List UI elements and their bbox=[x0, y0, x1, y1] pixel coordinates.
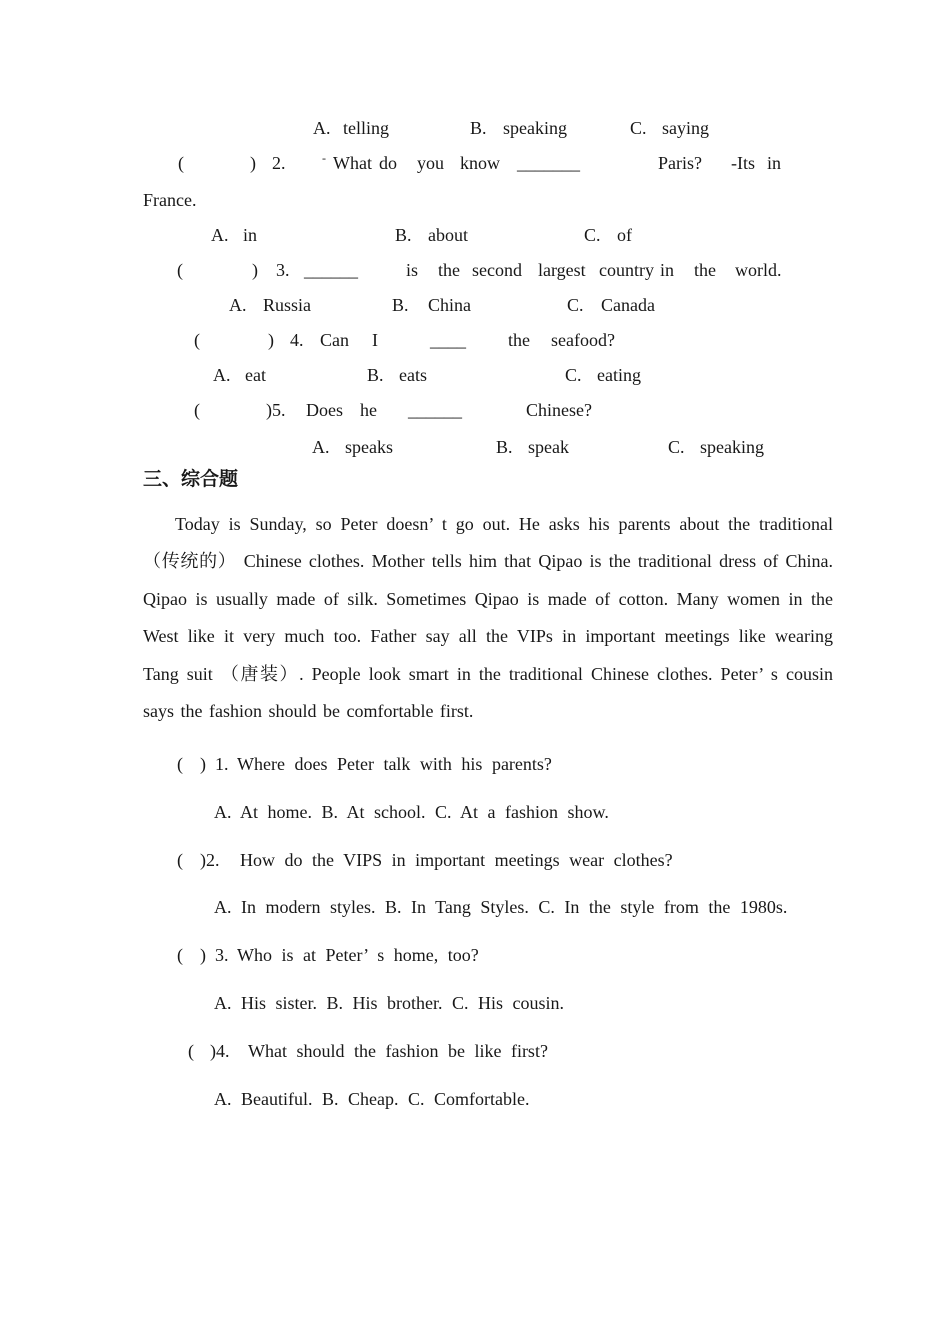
text-segment: )4. bbox=[210, 1041, 230, 1061]
text-segment: Does bbox=[306, 400, 343, 420]
reading-question-4 bbox=[0, 1040, 950, 1062]
passage-line: Qipao is usually made of silk. Sometimes Qipao is made of cotton. Many women in the bbox=[143, 588, 833, 609]
text-segment: I bbox=[372, 330, 378, 350]
reading-answer-4 bbox=[0, 1088, 950, 1110]
text-segment: A. At home. B. At school. C. At a fashion show. bbox=[214, 802, 609, 822]
text-segment: C. bbox=[668, 437, 685, 457]
text-segment: China bbox=[428, 295, 471, 315]
text-segment: ( bbox=[194, 400, 200, 420]
text-segment: second bbox=[472, 260, 522, 280]
text-segment: What bbox=[333, 153, 372, 173]
text-segment: Can bbox=[320, 330, 349, 350]
text-segment: A. Beautiful. B. Cheap. C. Comfortable. bbox=[214, 1089, 530, 1109]
passage-line: Tang suit （唐装）. People look smart in the traditional Chinese clothes. Peter’ s cousin bbox=[143, 663, 833, 684]
text-segment: is bbox=[406, 260, 419, 280]
text-segment: world. bbox=[735, 260, 782, 280]
fill-in-blank: _______ bbox=[517, 153, 580, 173]
text-segment: ( bbox=[177, 850, 183, 870]
text-segment: A. In modern styles. B. In Tang Styles. C. In the style from the 1980s. bbox=[214, 897, 788, 917]
question-3 bbox=[0, 259, 950, 281]
q4-options bbox=[0, 364, 950, 386]
text-segment: ) bbox=[250, 153, 256, 173]
text-segment: ) bbox=[252, 260, 258, 280]
reading-answer-1 bbox=[0, 801, 950, 823]
text-segment: in bbox=[243, 225, 258, 245]
text-segment: of bbox=[617, 225, 632, 245]
text-segment: Where does Peter talk with his parents? bbox=[237, 754, 552, 774]
q3-options bbox=[0, 294, 950, 316]
text-segment: eats bbox=[399, 365, 427, 385]
fill-in-blank: ______ bbox=[304, 260, 358, 280]
passage-line: says the fashion should be comfortable first. bbox=[143, 701, 474, 722]
text-segment: A. bbox=[229, 295, 247, 315]
text-segment: 2. bbox=[272, 153, 286, 173]
text-segment: How do the VIPS in important meetings wear clothes? bbox=[240, 850, 673, 870]
text-segment: -Its bbox=[731, 153, 755, 173]
reading-answer-2 bbox=[0, 896, 950, 918]
text-segment: country bbox=[599, 260, 654, 280]
reading-passage bbox=[143, 506, 833, 730]
text-segment: in bbox=[660, 260, 675, 280]
text-segment: largest bbox=[538, 260, 586, 280]
text-segment: - bbox=[322, 151, 326, 165]
text-segment: the bbox=[508, 330, 530, 350]
passage-line: Today is Sunday, so Peter doesn’ t go out. He asks his parents about the traditional bbox=[175, 514, 833, 534]
text-segment: he bbox=[360, 400, 377, 420]
text-segment: A. bbox=[313, 118, 331, 138]
text-segment: eat bbox=[245, 365, 266, 385]
reading-question-1 bbox=[0, 753, 950, 775]
fill-in-blank: ______ bbox=[408, 400, 462, 420]
question-2 bbox=[0, 152, 950, 174]
text-segment: telling bbox=[343, 118, 389, 138]
text-segment: you bbox=[417, 153, 444, 173]
text-segment: Canada bbox=[601, 295, 655, 315]
reading-question-3 bbox=[0, 944, 950, 966]
question-5 bbox=[0, 399, 950, 421]
text-segment: )2. bbox=[200, 850, 220, 870]
text-segment: C. bbox=[565, 365, 582, 385]
text-segment: ( bbox=[178, 153, 184, 173]
text-segment: A. bbox=[211, 225, 229, 245]
text-segment: the bbox=[438, 260, 460, 280]
text-segment: B. bbox=[392, 295, 409, 315]
text-segment: eating bbox=[597, 365, 641, 385]
text-segment: speaking bbox=[503, 118, 567, 138]
text-segment: C. bbox=[630, 118, 647, 138]
text-segment: know bbox=[460, 153, 500, 173]
text-segment: Paris? bbox=[658, 153, 702, 173]
text-segment: speak bbox=[528, 437, 569, 457]
text-segment: ( bbox=[177, 754, 183, 774]
text-segment: Who is at Peter’ s home, too? bbox=[237, 945, 479, 965]
text-segment: 三、综合题 bbox=[143, 469, 239, 490]
text-segment: B. bbox=[496, 437, 513, 457]
text-segment: about bbox=[428, 225, 468, 245]
text-segment: in bbox=[767, 153, 782, 173]
text-segment: What should the fashion be like first? bbox=[248, 1041, 548, 1061]
text-segment: C. bbox=[584, 225, 601, 245]
text-segment: 1. bbox=[215, 754, 229, 774]
text-segment: ( bbox=[188, 1041, 194, 1061]
text-segment: ( bbox=[177, 260, 183, 280]
text-segment: do bbox=[379, 153, 397, 173]
text-segment: ) bbox=[200, 754, 206, 774]
text-segment: Russia bbox=[263, 295, 312, 315]
text-segment: France. bbox=[143, 190, 197, 210]
text-segment: C. bbox=[567, 295, 584, 315]
text-segment: A. bbox=[312, 437, 330, 457]
text-segment: saying bbox=[662, 118, 709, 138]
text-segment: A. His sister. B. His brother. C. His cousin. bbox=[214, 993, 565, 1013]
text-segment: seafood? bbox=[551, 330, 615, 350]
text-segment: A. bbox=[213, 365, 231, 385]
text-segment: ) bbox=[200, 945, 206, 965]
question-2-continued bbox=[0, 189, 950, 211]
text-segment: 3. bbox=[276, 260, 290, 280]
text-segment: 4. bbox=[290, 330, 304, 350]
text-segment: the bbox=[694, 260, 716, 280]
q2-options bbox=[0, 224, 950, 246]
text-segment: ) bbox=[268, 330, 274, 350]
text-segment: )5. bbox=[266, 400, 286, 420]
text-segment: ( bbox=[194, 330, 200, 350]
text-segment: B. bbox=[367, 365, 384, 385]
passage-line: West like it very much too. Father say all the VIPs in important meetings like wearing bbox=[143, 626, 833, 647]
fill-in-blank: ____ bbox=[430, 330, 466, 350]
text-segment: speaking bbox=[700, 437, 764, 457]
text-segment: Chinese? bbox=[526, 400, 592, 420]
text-segment: B. bbox=[470, 118, 487, 138]
text-segment: B. bbox=[395, 225, 412, 245]
reading-answer-3 bbox=[0, 992, 950, 1014]
passage-line: （传统的） Chinese clothes. Mother tells him that Qipao is the traditional dress of China. bbox=[143, 551, 833, 572]
section-heading bbox=[0, 469, 950, 491]
q5-options bbox=[0, 436, 950, 458]
q1-options bbox=[0, 117, 950, 139]
text-segment: 3. bbox=[215, 945, 229, 965]
reading-question-2 bbox=[0, 849, 950, 871]
text-segment: speaks bbox=[345, 437, 393, 457]
text-segment: ( bbox=[177, 945, 183, 965]
question-4 bbox=[0, 329, 950, 351]
